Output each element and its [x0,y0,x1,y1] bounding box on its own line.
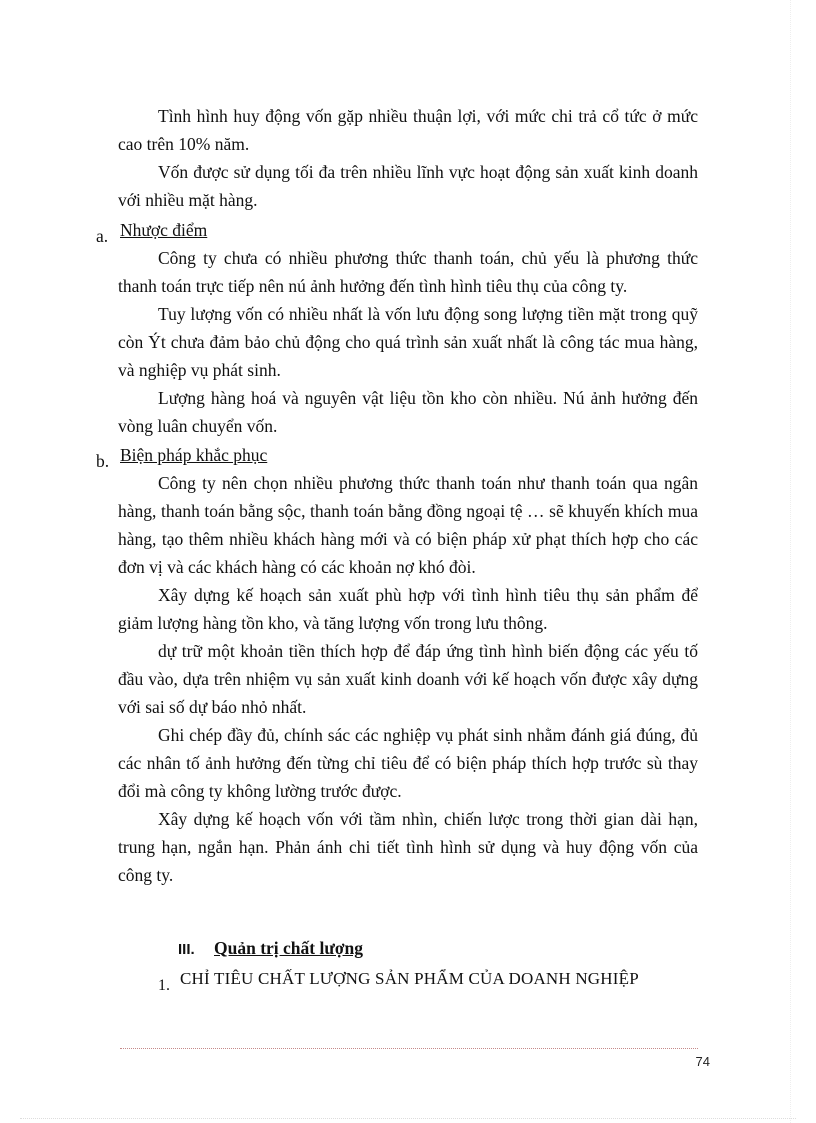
intro-paragraph-2: Vốn được sử dụng tối đa trên nhiều lĩnh vực hoạt động sản xuất kinh doanh với nhiều mặt hàng. [118,162,698,210]
section-b-paragraph-4: Ghi chép đầy đủ, chính sác các nghiệp vụ phát sinh nhằm đánh giá đúng, đủ các nhân tố ảnh hưởng đến từng chỉ tiêu để có biện pháp thích hợp trước sù thay đổi mà công ty không lường trước được. [118,725,698,801]
section-b-paragraph-3: dự trữ một khoản tiền thích hợp để đáp ứng tình hình biến động các yếu tố đầu vào, dựa trên nhiệm vụ sản xuất kinh doanh với kế hoạch vốn được xây dựng với sai số dự báo nhỏ nhất. [118,641,698,717]
section-a-paragraph-3: Lượng hàng hoá và nguyên vật liệu tồn kho còn nhiều. Nú ảnh hưởng đến vòng luân chuyển vốn. [118,388,698,436]
subsection-1-title: CHỈ TIÊU CHẤT LƯỢNG SẢN PHẨM CỦA DOANH NGHIỆP [180,969,639,988]
subsection-1-heading [158,964,639,994]
intro-paragraph-1: Tình hình huy động vốn gặp nhiều thuận lợi, với mức chi trả cổ tức ở mức cao trên 10% năm. [118,106,698,154]
section-b-paragraph-5: Xây dựng kế hoạch vốn với tầm nhìn, chiến lược trong thời gian dài hạn, trung hạn, ngắn hạn. Phản ánh chi tiết tình hình sử dụng và huy động vốn của công ty. [118,809,698,885]
intro-block [118,102,698,214]
section-b-heading [96,441,696,469]
page-bottom-border [20,1118,796,1119]
section-b-paragraph-1: Công ty nên chọn nhiều phương thức thanh toán như thanh toán qua ngân hàng, thanh toán bằng sộc, thanh toán bằng đồng ngoại tệ … sẽ khuyến khích mua hàng, tạo thêm nhiều khách hàng mới và có biện pháp xử phạt thích hợp cho các đơn vị và các khách hàng có các khoản nợ khó đòi. [118,473,698,577]
section-a-body [118,244,698,440]
section-a-heading [96,216,696,244]
footer-divider [120,1048,698,1049]
section-a-title: Nhược điểm [120,220,208,240]
section-b-title: Biện pháp khắc phục [120,445,268,465]
section-a-paragraph-1: Công ty chưa có nhiều phương thức thanh toán, chủ yếu là phương thức thanh toán trực tiếp nên nú ảnh hưởng đến tình hình tiêu thụ của công ty. [118,248,698,296]
section-b-body [118,469,698,889]
section-iii-heading [178,934,363,964]
section-a-paragraph-2: Tuy lượng vốn có nhiều nhất là vốn lưu động song lượng tiền mặt trong quỹ còn Ýt chưa đảm bảo chủ động cho quá trình sản xuất nhất là công tác mua hàng, và nghiệp vụ phát sinh. [118,304,698,380]
section-iii-marker: III. [178,941,195,958]
section-iii-title: Quản trị chất lượng [214,938,364,958]
page-right-border [790,0,791,1123]
page-number: 74 [695,1054,710,1069]
section-b-paragraph-2: Xây dựng kế hoạch sản xuất phù hợp với tình hình tiêu thụ sản phẩm để giảm lượng hàng tồn kho, và tăng lượng vốn trong lưu thông. [118,585,698,633]
section-b-marker: b. [96,451,110,471]
subsection-1-marker: 1. [158,977,170,994]
section-a-marker: a. [96,226,109,246]
